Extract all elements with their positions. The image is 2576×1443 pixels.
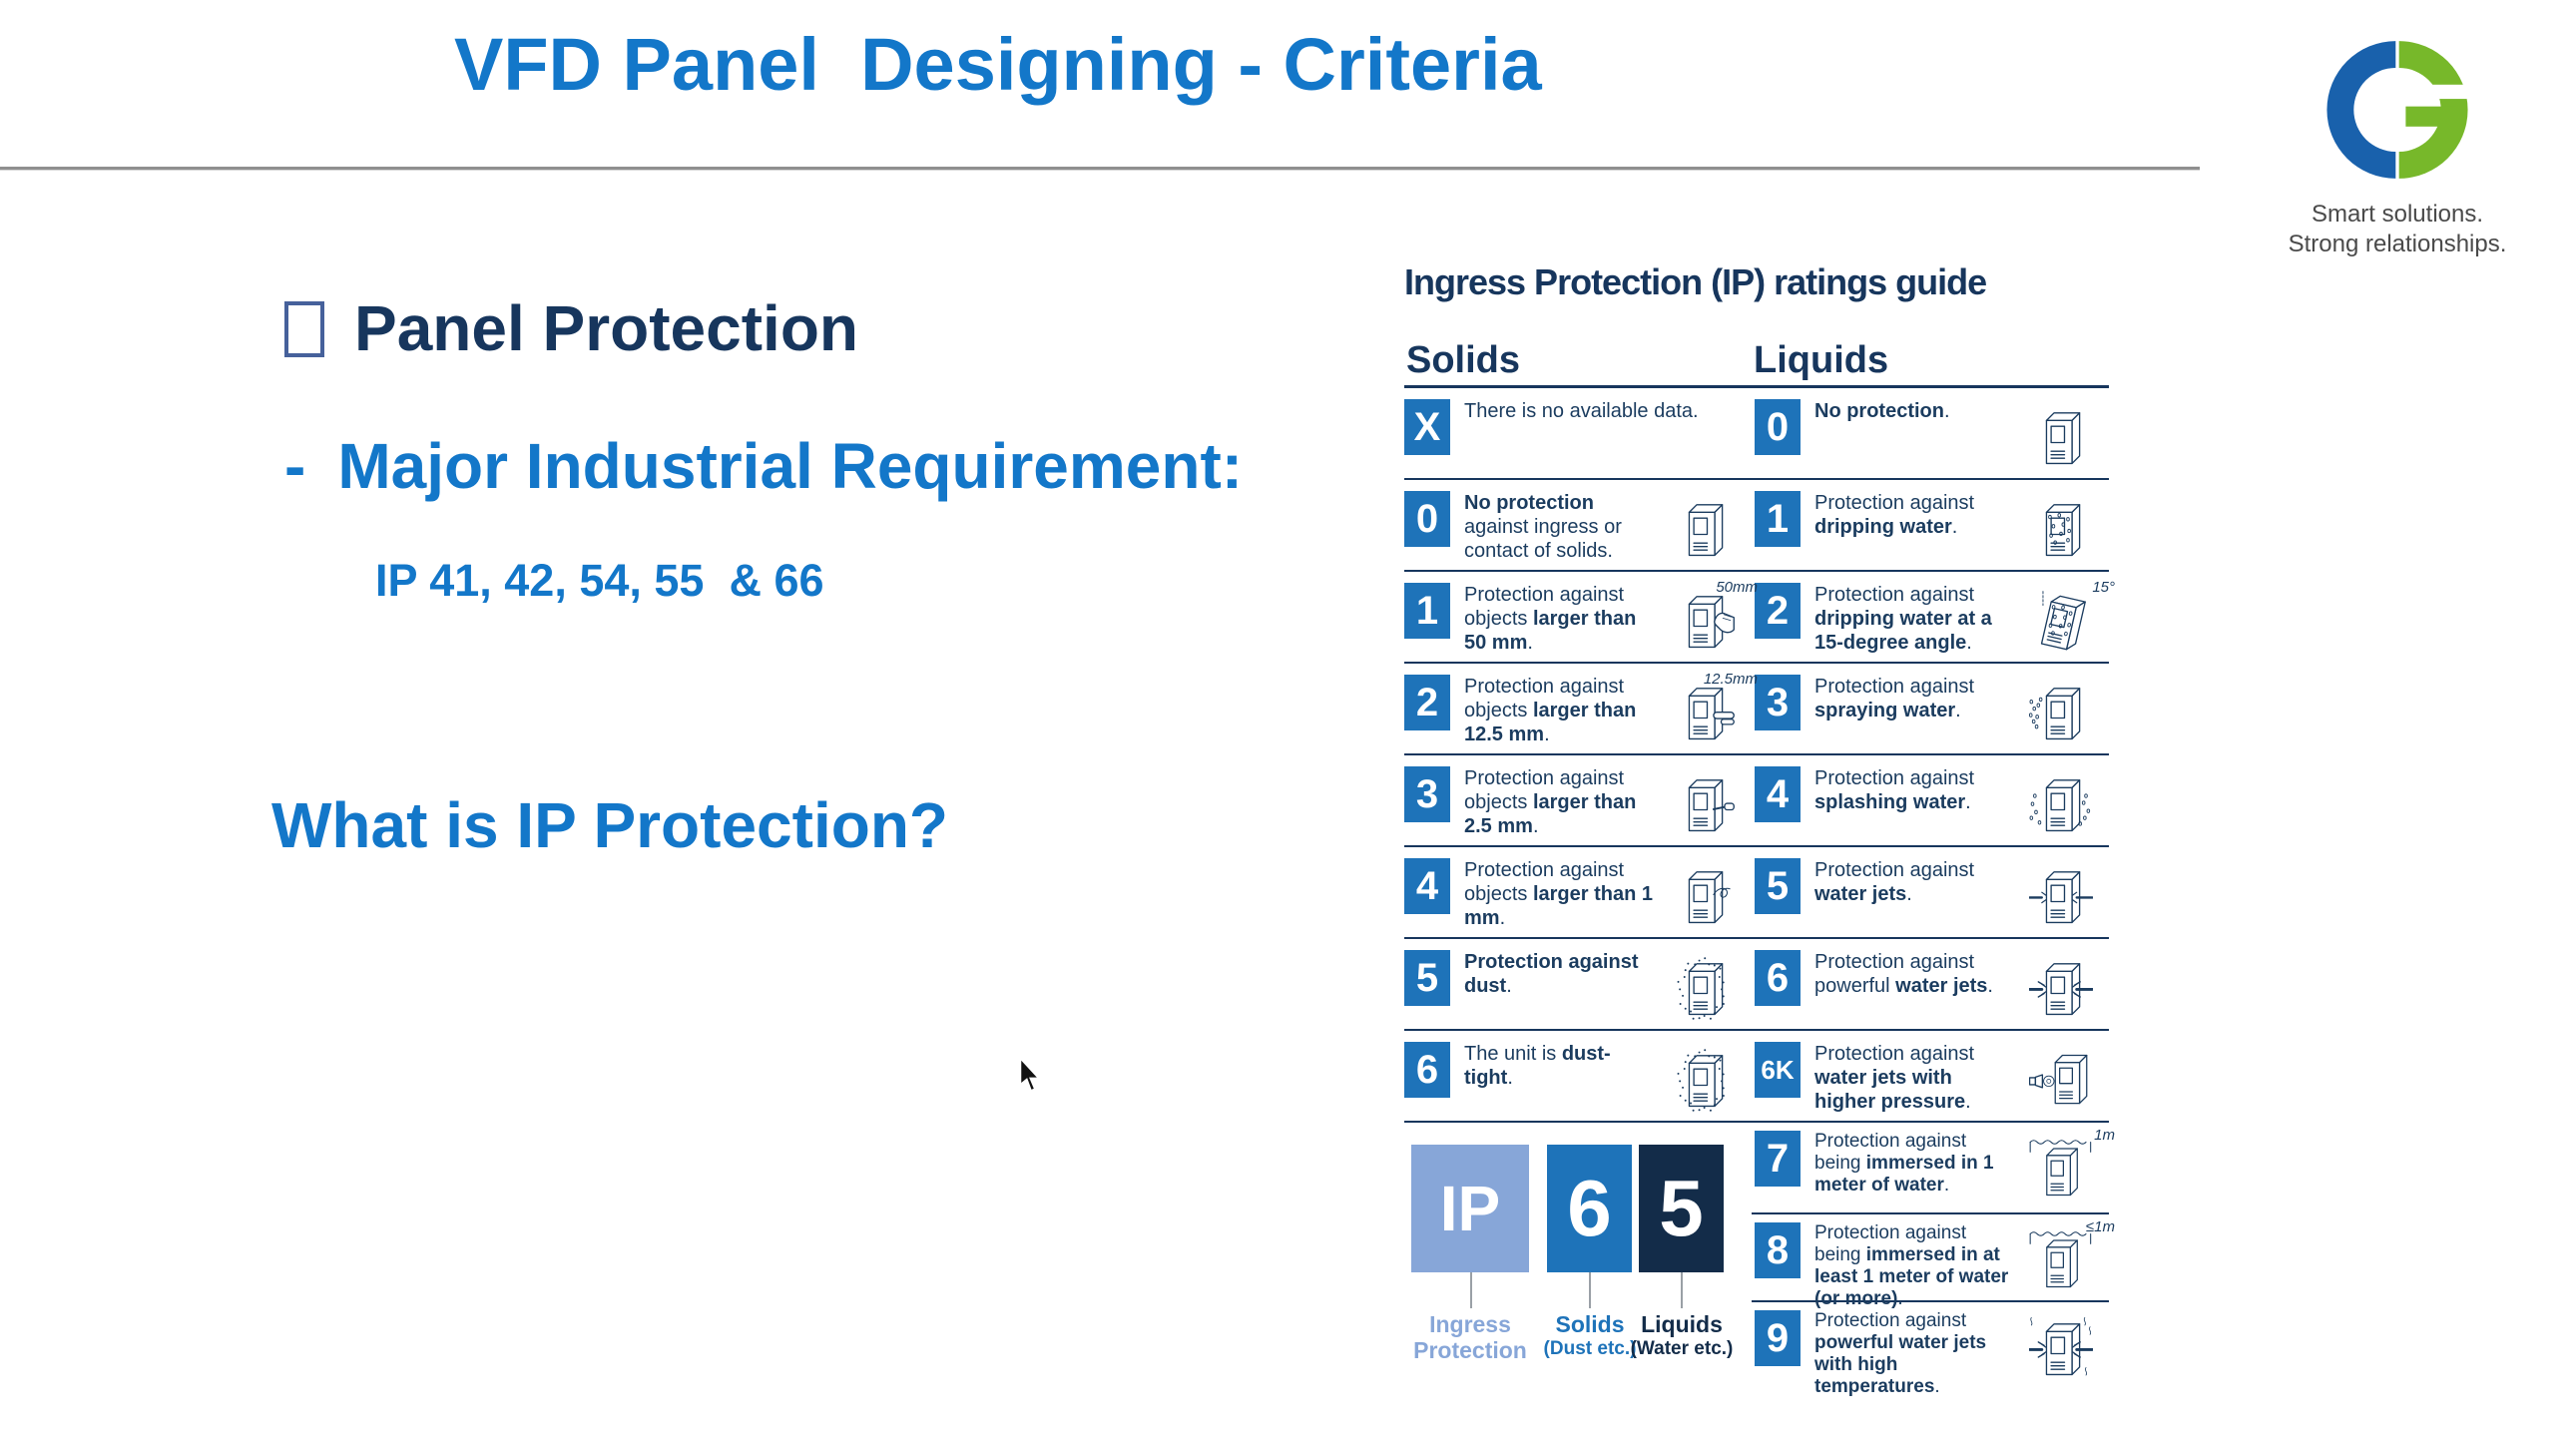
ip-table-row [1404, 664, 2109, 755]
ip-rating-badge: 6 [1404, 1042, 1450, 1098]
liquids-column-header: Liquids [1754, 339, 1889, 381]
ip-rating-description: Protection against dripping water at a 15-degree angle. [1814, 584, 1992, 654]
ip-rating-badge: 0 [1755, 399, 1801, 455]
icon-note: 12.5mm [1703, 671, 1758, 688]
ip-table-row [1404, 939, 2109, 1031]
ip-table-bottom [1404, 1123, 2115, 1398]
enclosure-plain-icon [1656, 491, 1752, 569]
ip-rating-badge: 6K [1755, 1042, 1801, 1098]
ip-example-caption: Ingress Protection [1413, 1311, 1527, 1363]
ip-liquid-cell [1752, 939, 2109, 1029]
enclosure-finger-icon [1656, 671, 1758, 752]
icon-note: 1m [2094, 1127, 2115, 1144]
ip-liquid-rows-7-9 [1752, 1123, 2115, 1398]
ip-rating-description: Protection against objects larger than 2.5 mm. [1464, 767, 1637, 837]
ip-rating-description: Protection against spraying water. [1814, 676, 1975, 722]
header-divider [0, 167, 2200, 171]
ip-solid-cell [1404, 664, 1758, 753]
ip-rating-badge: 1 [1755, 491, 1801, 547]
ip-rating-description: Protection against splashing water. [1814, 767, 1975, 813]
ip-liquid-cell [1752, 1123, 2115, 1212]
panel-protection-bullet [284, 291, 858, 365]
ip-rating-description: Protection against dust. [1464, 951, 1639, 997]
ip-liquid-cell [1752, 480, 2109, 570]
ip-example-caption: Solids (Dust etc.) [1543, 1311, 1637, 1359]
major-requirement-heading: Major Industrial Requirement: [337, 430, 1244, 502]
ip-solid-cell [1404, 755, 1752, 845]
ip-table-row [1752, 1123, 2115, 1212]
ip-liquid-cell [1752, 755, 2109, 845]
ip-example-caption: Liquids (Water etc.) [1630, 1311, 1734, 1359]
enclosure-hand-icon [1656, 579, 1758, 661]
ip-table-row [1404, 847, 2109, 939]
ip-table-row [1752, 1300, 2109, 1398]
ip-solid-cell [1404, 939, 1752, 1029]
enclosure-dust-icon [1656, 950, 1752, 1028]
enclosure-jets2-icon [2013, 950, 2109, 1028]
ip-rating-description: No protection. [1814, 400, 1950, 422]
ip-rating-badge: 3 [1404, 766, 1450, 822]
ip-example-block-6: 6 [1547, 1145, 1632, 1272]
ip-solid-cell [1404, 388, 1752, 478]
ip-rating-badge: 1 [1404, 583, 1450, 639]
ip-rating-badge: 2 [1755, 583, 1801, 639]
ip-rating-badge: 6 [1755, 950, 1801, 1006]
panel-protection-heading: Panel Protection [354, 292, 858, 364]
enclosure-plain-icon [2013, 399, 2109, 477]
dash-bullet-icon: - [284, 430, 306, 502]
enclosure-spray-icon [2013, 675, 2109, 752]
mouse-cursor [1019, 1057, 1043, 1094]
ip-rating-badge: 4 [1755, 766, 1801, 822]
icon-note: 50mm [1716, 579, 1758, 596]
ip-rating-description: Protection against dripping water. [1814, 492, 1975, 538]
solids-column-header: Solids [1406, 339, 1521, 381]
logo-tagline-line2: Strong relationships. [2288, 231, 2507, 257]
ip-table-row [1404, 1031, 2109, 1123]
what-is-ip-question: What is IP Protection? [271, 789, 948, 861]
ip-rating-description: The unit is dust-tight. [1464, 1043, 1611, 1089]
logo-tagline [2279, 200, 2516, 259]
ip-liquid-cell [1752, 1031, 2109, 1121]
ip-rating-description: There is no available data. [1464, 400, 1699, 422]
ip-liquid-cell [1752, 847, 2109, 937]
cg-logo [2279, 26, 2516, 259]
ip-table-row [1752, 1212, 2115, 1310]
caption-connector-line [1681, 1272, 1683, 1308]
ip-values-text: IP 41, 42, 54, 55 & 66 [375, 555, 824, 606]
ip-rating-badge: 8 [1755, 1222, 1801, 1278]
ip-table-row [1404, 388, 2109, 480]
logo-tagline-line1: Smart solutions. [2311, 201, 2484, 228]
ip-example-block-ip: IP [1411, 1145, 1529, 1272]
ip-rating-description: Protection against powerful water jets. [1814, 951, 1993, 997]
enclosure-dust-icon [1656, 1042, 1752, 1120]
ip-rating-description: Protection against being immersed in at least 1 meter of water (or more). [1814, 1222, 2009, 1310]
caption-connector-line [1470, 1272, 1472, 1308]
ip-rating-badge: 3 [1755, 675, 1801, 730]
slide-title: VFD Panel Designing - Criteria [454, 23, 1542, 106]
ip-example-block-5: 5 [1639, 1145, 1724, 1272]
ip-guide-title: Ingress Protection (IP) ratings guide [1404, 261, 1987, 302]
ip-liquid-cell [1752, 664, 2109, 753]
ip-table-row [1404, 480, 2109, 572]
major-requirement-bullet [284, 429, 1243, 503]
ip-solid-cell [1404, 1031, 1752, 1121]
ip-rating-description: Protection against being immersed in 1 meter of water. [1814, 1131, 1994, 1197]
ip-solid-cell [1404, 572, 1758, 662]
ip-table-row [1404, 572, 2115, 664]
ip-rating-description: No protection against ingress or contact of solids. [1464, 492, 1622, 562]
ip-rating-badge: 2 [1404, 675, 1450, 730]
icon-note: 15° [2092, 579, 2115, 596]
ip-solid-cell [1404, 847, 1752, 937]
ip-rating-description: Protection against objects larger than 50 mm. [1464, 584, 1637, 654]
enclosure-heat-icon [2013, 1310, 2109, 1388]
enclosure-splash-icon [2013, 766, 2109, 844]
ip-liquid-cell [1752, 1214, 2115, 1310]
caption-connector-line [1589, 1272, 1591, 1308]
ip-solid-cell [1404, 480, 1752, 570]
ip-rating-badge: 7 [1755, 1131, 1801, 1187]
ip65-example-graphic [1404, 1123, 1752, 1390]
ip-rating-badge: 9 [1755, 1310, 1801, 1366]
icon-note: ≤1m [2085, 1218, 2115, 1235]
enclosure-drip-icon [2013, 491, 2109, 569]
square-bullet-icon [284, 301, 324, 357]
enclosure-jets-icon [2013, 858, 2109, 936]
cg-logo-icon [2314, 26, 2481, 194]
ip-table-row [1404, 755, 2109, 847]
ip-rating-description: Protection against water jets. [1814, 859, 1975, 905]
ip-rating-badge: 5 [1755, 858, 1801, 914]
ip-table-rows [1404, 388, 2115, 1123]
enclosure-tool-icon [1656, 766, 1752, 844]
enclosure-tilt-icon [2013, 579, 2115, 661]
ip-rating-description: Protection against objects larger than 12.5 mm. [1464, 676, 1637, 745]
ip-rating-description: Protection against water jets with higher pressure. [1814, 1043, 1975, 1113]
ip-rating-badge: 5 [1404, 950, 1450, 1006]
ip-liquid-cell [1752, 1302, 2109, 1398]
ip-rating-description: Protection against objects larger than 1 mm. [1464, 859, 1653, 929]
enclosure-wire-icon [1656, 858, 1752, 936]
enclosure-immersed-icon [2013, 1127, 2115, 1208]
ip-rating-badge: 0 [1404, 491, 1450, 547]
enclosure-immersed-icon [2013, 1218, 2115, 1300]
ip-liquid-cell [1752, 388, 2109, 478]
ip-rating-badge: 4 [1404, 858, 1450, 914]
ip-liquid-cell [1752, 572, 2115, 662]
ip-rating-badge: X [1404, 399, 1450, 455]
enclosure-nozzle-icon [2013, 1042, 2109, 1120]
ip-rating-description: Protection against powerful water jets with high temperatures. [1814, 1310, 1987, 1398]
